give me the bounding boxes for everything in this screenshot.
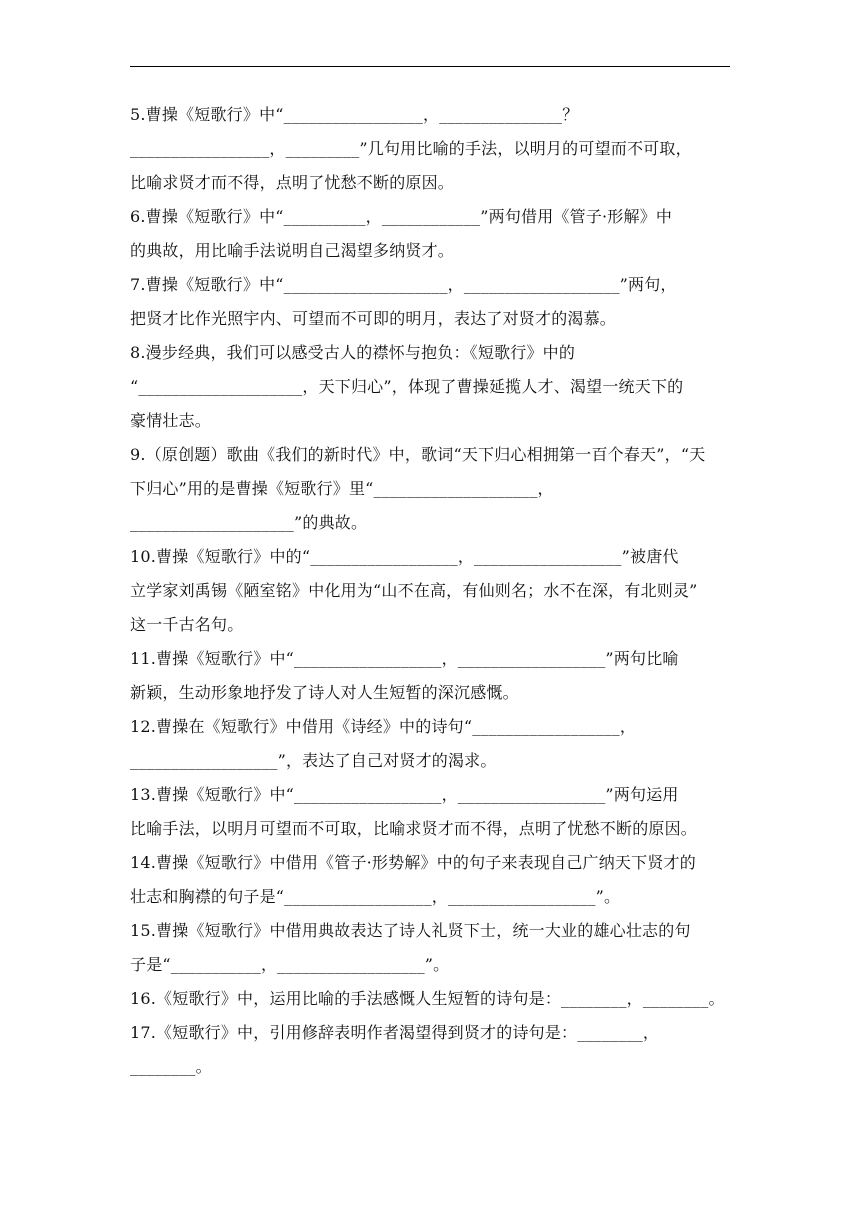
question-line: 新颖，生动形象地抒发了诗人对人生短暂的深沉感慨。 [130,683,519,702]
question-line: 立学家刘禹锡《陋室铭》中化用为“山不在高，有仙则名；水不在深，有北则灵” [130,581,698,600]
question-5 [130,98,730,200]
question-7 [130,268,730,336]
question-line: 9.（原创题）歌曲《我们的新时代》中，歌词“天下归心相拥第一百个春天”，“天 [130,445,706,464]
question-line: 子是“___________，__________________”。 [130,955,450,974]
question-line: 5.曹操《短歌行》中“_________________，_______________？ [130,105,579,124]
question-list [130,98,730,1084]
question-11 [130,642,730,710]
question-line: 这一千古名句。 [130,615,244,634]
question-line: __________________”，表达了自己对贤才的渴求。 [130,751,497,770]
question-line: 17.《短歌行》中，引用修辞表明作者渴望得到贤才的诗句是：________， [130,1023,660,1042]
question-line: 16.《短歌行》中，运用比喻的手法感慨人生短暂的诗句是：________，________。 [130,989,725,1008]
question-10 [130,540,730,642]
question-line: 10.曹操《短歌行》中的“__________________，__________________”被唐代 [130,547,679,566]
question-line: 7.曹操《短歌行》中“____________________，___________________”两句， [130,275,677,294]
question-16 [130,982,730,1016]
question-8 [130,336,730,438]
question-6 [130,200,730,268]
question-13 [130,778,730,846]
question-line: 比喻求贤才而不得，点明了忧愁不断的原因。 [130,173,455,192]
question-line: ________。 [130,1057,212,1076]
question-14 [130,846,730,914]
question-9 [130,438,730,540]
question-line: 13.曹操《短歌行》中“__________________，__________________”两句运用 [130,785,679,804]
question-12 [130,710,730,778]
question-line: 壮志和胸襟的句子是“__________________，__________________”。 [130,887,621,906]
question-line: 12.曹操在《短歌行》中借用《诗经》中的诗句“__________________， [130,717,637,736]
question-line: ____________________”的典故。 [130,513,368,532]
question-17 [130,1016,730,1084]
header-rule [130,66,730,67]
question-line: 15.曹操《短歌行》中借用典故表达了诗人礼贤下士，统一大业的雄心壮志的句 [130,921,691,940]
question-line: 把贤才比作光照宇内、可望而不可即的明月，表达了对贤才的渴慕。 [130,309,617,328]
question-line: 的典故，用比喻手法说明自己渴望多纳贤才。 [130,241,455,260]
question-15 [130,914,730,982]
question-line: 8.漫步经典，我们可以感受古人的襟怀与抱负：《短歌行》中的 [130,343,576,362]
question-line: 14.曹操《短歌行》中借用《管子·形势解》中的句子来表现自己广纳天下贤才的 [130,853,696,872]
question-line: 豪情壮志。 [130,411,212,430]
question-line: _________________，_________”几句用比喻的手法，以明月的可望而不可取， [130,139,692,158]
question-line: 11.曹操《短歌行》中“__________________，__________________”两句比喻 [130,649,679,668]
question-line: 比喻手法，以明月可望而不可取，比喻求贤才而不得，点明了忧愁不断的原因。 [130,819,698,838]
question-line: 6.曹操《短歌行》中“__________，____________”两句借用《管子·形解》中 [130,207,673,226]
question-line: 下归心”用的是曹操《短歌行》里“____________________， [130,479,554,498]
question-line: “____________________，天下归心”，体现了曹操延揽人才、渴望一统天下的 [130,377,684,396]
